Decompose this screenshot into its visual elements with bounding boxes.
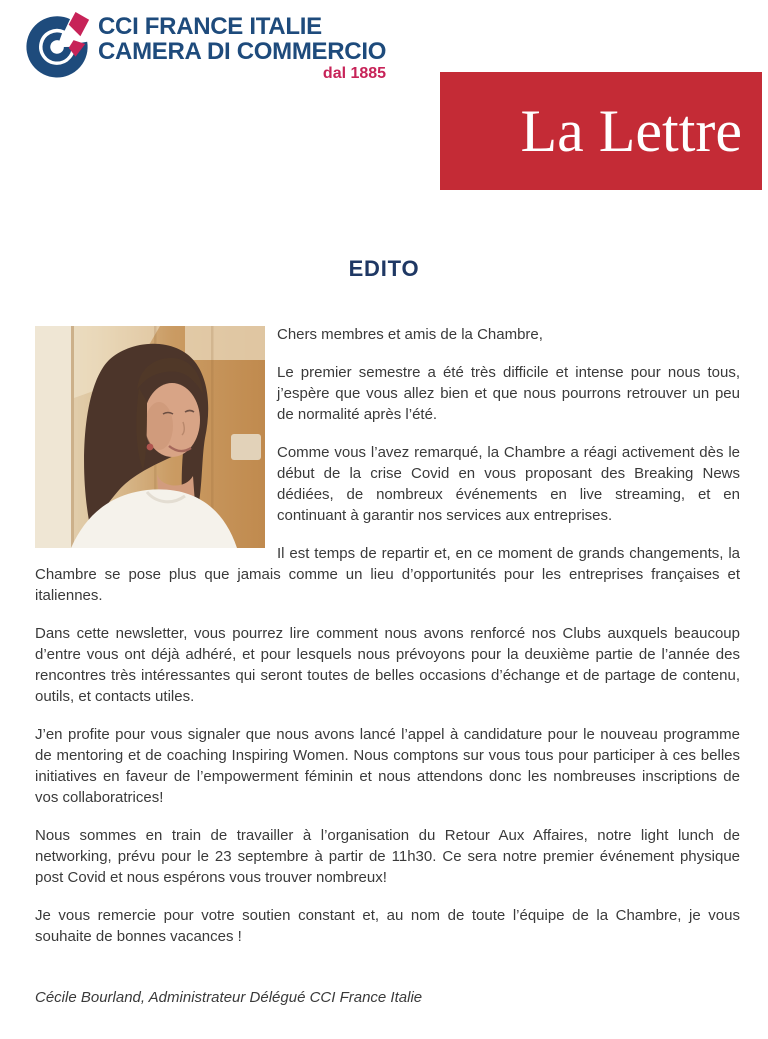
logo-tagline: dal 1885	[322, 65, 387, 82]
edito-heading: EDITO	[348, 256, 420, 281]
signature: Cécile Bourland, Administrateur Délégué CCI France Italie	[35, 989, 423, 1006]
la-lettre-banner	[440, 72, 762, 190]
paragraph: Chers membres et amis de la Chambre,	[277, 326, 543, 343]
paragraph: Il est temps de repartir et, en ce moment de grands changements, la Chambre se pose plus que jamais comme un lieu d’opportunités pour les entreprises françaises et italiennes.	[35, 545, 740, 604]
paragraph: Le premier semestre a été très difficile et intense pour nous tous, j’espère que vous allez bien et que nous pourrons retrouver un peu de normalité après l’été.	[277, 364, 740, 423]
logo-line-2: CAMERA DI COMMERCIO	[98, 38, 387, 65]
paragraph: Je vous remercie pour votre soutien constant et, au nom de toute l’équipe de la Chambre, je vous souhaite de bonnes vacances !	[35, 907, 740, 945]
cci-logo	[25, 10, 386, 83]
cci-logo-icon	[25, 10, 93, 80]
paragraph: Nous sommes en train de travailler à l’organisation du Retour Aux Affaires, notre light lunch de networking, prévu pour le 23 septembre à partir de 11h30. Ce sera notre premier événement physique post Covid et nous espérons vous trouver nombreux!	[35, 827, 740, 886]
portrait-photo	[35, 326, 265, 548]
logo-line-1: CCI FRANCE ITALIE	[98, 13, 322, 40]
edito-body	[0, 324, 768, 1008]
paragraph: Dans cette newsletter, vous pourrez lire comment nous avons renforcé nos Clubs auxquels beaucoup d’entre vous ont déjà adhéré, et pour lesquels nous prévoyons pour la deuxième partie de l’année des rencontres très intéressantes qui seront toutes de belles occasions d’échange et de partage de contenu, outils, et contacts utiles.	[35, 625, 740, 705]
header	[0, 0, 768, 190]
banner-title: La Lettre	[520, 98, 742, 164]
portrait-illustration	[35, 326, 265, 548]
paragraph: Comme vous l’avez remarqué, la Chambre a réagi activement dès le début de la crise Covid en vous proposant des Breaking News dédiées, de nombreux événements en live streaming, et en continuant à garantir nos services aux entreprises.	[277, 444, 740, 524]
paragraph: J’en profite pour vous signaler que nous avons lancé l’appel à candidature pour le nouveau programme de mentoring et de coaching Inspiring Women. Nous comptons sur vous tous pour participer à ces belles initiatives en faveur de l’empowerment féminin et nous attendons donc les nombreuses inscriptions de vos collaboratrices!	[35, 726, 740, 806]
logo-text	[98, 10, 386, 83]
